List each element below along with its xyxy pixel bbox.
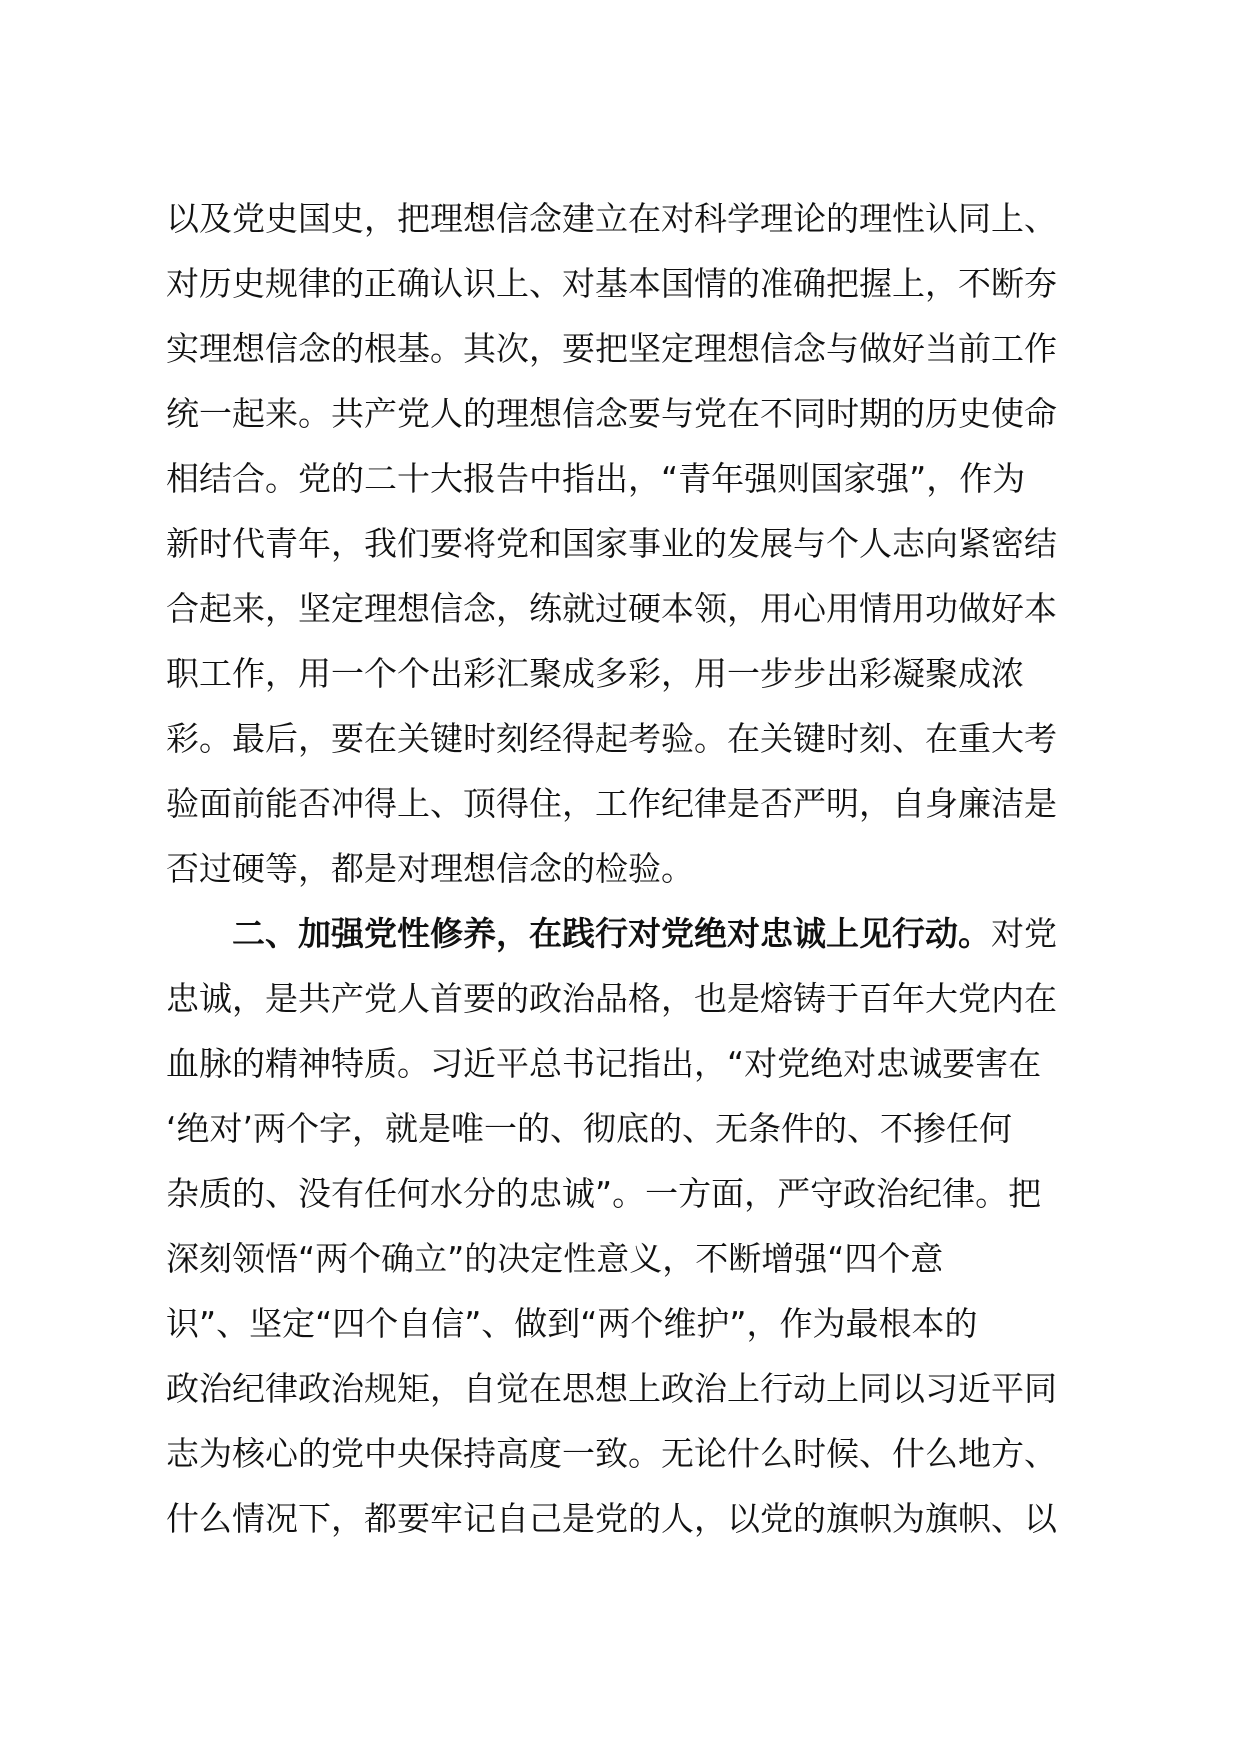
text-line: ‘绝对’两个字，就是唯一的、彻底的、无条件的、不掺任何 [166, 1109, 1012, 1148]
section-heading: 二、加强党性修养，在践行对党绝对忠诚上见行动。 [232, 914, 991, 953]
text-line: 职工作，用一个个出彩汇聚成多彩，用一步步出彩凝聚成浓 [166, 654, 1024, 693]
text-line: 合起来，坚定理想信念，练就过硬本领，用心用情用功做好本 [166, 589, 1057, 628]
text-line: 血脉的精神特质。习近平总书记指出，“对党绝对忠诚要害在 [166, 1044, 1042, 1083]
text-line: 彩。最后，要在关键时刻经得起考验。在关键时刻、在重大考 [166, 719, 1057, 758]
text-line: 忠诚，是共产党人首要的政治品格，也是熔铸于百年大党内在 [166, 979, 1057, 1018]
text-line: 政治纪律政治规矩，自觉在思想上政治上行动上同以习近平同 [166, 1369, 1057, 1408]
section-heading-tail: 对党 [991, 914, 1057, 953]
text-line: 识”、坚定“四个自信”、做到“两个维护”，作为最根本的 [166, 1304, 978, 1343]
text-line: 新时代青年，我们要将党和国家事业的发展与个人志向紧密结 [166, 524, 1057, 563]
text-line: 实理想信念的根基。其次，要把坚定理想信念与做好当前工作 [166, 329, 1057, 368]
text-line: 以及党史国史，把理想信念建立在对科学理论的理性认同上、 [166, 199, 1057, 238]
text-line: 什么情况下，都要牢记自己是党的人，以党的旗帜为旗帜、以 [166, 1499, 1057, 1538]
document-body [166, 186, 1076, 1551]
text-line: 志为核心的党中央保持高度一致。无论什么时候、什么地方、 [166, 1434, 1057, 1473]
text-line: 否过硬等，都是对理想信念的检验。 [166, 849, 694, 888]
text-line: 验面前能否冲得上、顶得住，工作纪律是否严明，自身廉洁是 [166, 784, 1057, 823]
text-line: 杂质的、没有任何水分的忠诚”。一方面，严守政治纪律。把 [166, 1174, 1042, 1213]
text-line: 对历史规律的正确认识上、对基本国情的准确把握上，不断夯 [166, 264, 1057, 303]
text-line: 统一起来。共产党人的理想信念要与党在不同时期的历史使命 [166, 394, 1057, 433]
text-line: 相结合。党的二十大报告中指出，“青年强则国家强”，作为 [166, 459, 1026, 498]
section-heading-line [166, 901, 1076, 966]
text-line: 深刻领悟“两个确立”的决定性意义，不断增强“四个意 [166, 1239, 944, 1278]
